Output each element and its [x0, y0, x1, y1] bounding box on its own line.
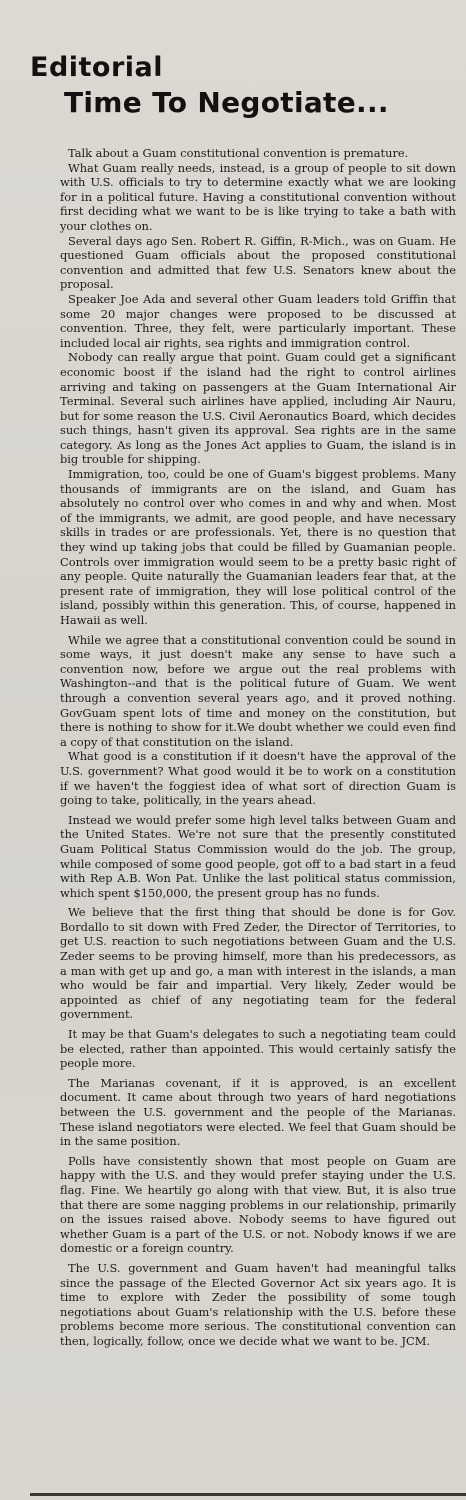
article-paragraph: What Guam really needs, instead, is a group of people to sit down with U.S. officials to try to determine exactly what we are looking for in a political future. Having a constitutional convention without first deciding what we want to be is like trying to take a bath with your clothes on.	[60, 160, 456, 233]
article-body	[60, 146, 456, 1349]
article-paragraph: Instead we would prefer some high level talks between Guam and the United States. We're not sure that the presently constituted Guam Political Status Commission would do the job. The group, while composed of some good people, got off to a bad start in a feud with Rep A.B. Won Pat. Unlike the last political status commission, which spent $150,000, the present group has no funds.	[60, 812, 456, 900]
article-paragraph: Speaker Joe Ada and several other Guam leaders told Griffin that some 20 major changes were proposed to be discussed at convention. Three, they felt, were particularly important. These included local air rights, sea rights and immigration control.	[60, 291, 456, 350]
article-headline: Time To Negotiate...	[64, 86, 389, 119]
article-paragraph: Immigration, too, could be one of Guam's biggest problems. Many thousands of immigrants are on the island, and Guam has absolutely no control over who comes in and why and when. Most of the immigrants, we admit, are good people, and have necessary skills in trades or are professionals. Yet, there is no question that they wind up taking jobs that could be filled by Guamanian people. Controls over immigration would seem to be a pretty basic right of any people. Quite naturally the Guamanian leaders fear that, at the present rate of immigration, they will lose political control of the island, possibly within this generation. This, of course, happened in Hawaii as well.	[60, 467, 456, 627]
article-paragraph: The U.S. government and Guam haven't had meaningful talks since the passage of the Elected Governor Act six years ago. It is time to explore with Zeder the possibility of some tough negotiations about Guam's relationship with the U.S. before these problems become more serious. The constitutional convention can then, logically, follow, once we decide what we want to be. JCM.	[60, 1260, 456, 1348]
article-paragraph: Polls have consistently shown that most people on Guam are happy with the U.S. and they would prefer staying under the U.S. flag. Fine. We heartily go along with that view. But, it is also true that there are some nagging problems in our relationship, primarily on the issues raised above. Nobody seems to have figured out whether Guam is a part of the U.S. or not. Nobody knows if we are domestic or a foreign country.	[60, 1153, 456, 1256]
article-paragraph: We believe that the first thing that should be done is for Gov. Bordallo to sit down with Fred Zeder, the Director of Territories, to get U.S. reaction to such negotiations between Guam and the U.S. Zeder seems to be proving himself, more than his predecessors, as a man with get up and go, a man with interest in the islands, a man who would be fair and impartial. Very likely, Zeder would be appointed as chief of any negotiating team for the federal government.	[60, 905, 456, 1022]
section-label: Editorial	[30, 52, 164, 83]
article-paragraph: Several days ago Sen. Robert R. Giffin, R-Mich., was on Guam. He questioned Guam officials about the proposed constitutional convention and admitted that few U.S. Senators knew about the proposal.	[60, 233, 456, 292]
article-paragraph: Talk about a Guam constitutional convention is premature.	[68, 146, 409, 160]
article-paragraph: It may be that Guam's delegates to such a negotiating team could be elected, rather than appointed. This would certainly satisfy the people more.	[60, 1027, 456, 1071]
article-paragraph: What good is a constitution if it doesn't have the approval of the U.S. government? What good would it be to work on a constitution if we haven't the foggiest idea of what sort of direction Guam is going to take, politically, in the years ahead.	[60, 749, 456, 808]
article-paragraph: Nobody can really argue that point. Guam could get a significant economic boost if the island had the right to control airlines arriving and taking on passengers at the Guam International Air Terminal. Several such airlines have applied, including Air Nauru, but for some reason the U.S. Civil Aeronautics Board, which decides such things, hasn't given its approval. Sea rights are in the same category. As long as the Jones Act applies to Guam, the island is in big trouble for shipping.	[60, 350, 456, 467]
article-paragraph: While we agree that a constitutional convention could be sound in some ways, it just doesn't make any sense to have such a convention now, before we argue out the real problems with Washington--and that is the political future of Guam. We went through a convention several years ago, and it proved nothing. GovGuam spent lots of time and money on the constitution, but there is nothing to show for it.We doubt whether we could even find a copy of that constitution on the island.	[60, 632, 456, 749]
bottom-rule	[30, 1493, 466, 1496]
article-paragraph: The Marianas covenant, if it is approved, is an excellent document. It came about through two years of hard negotiations between the U.S. government and the people of the Marianas. These island negotiators were elected. We feel that Guam should be in the same position.	[60, 1075, 456, 1149]
